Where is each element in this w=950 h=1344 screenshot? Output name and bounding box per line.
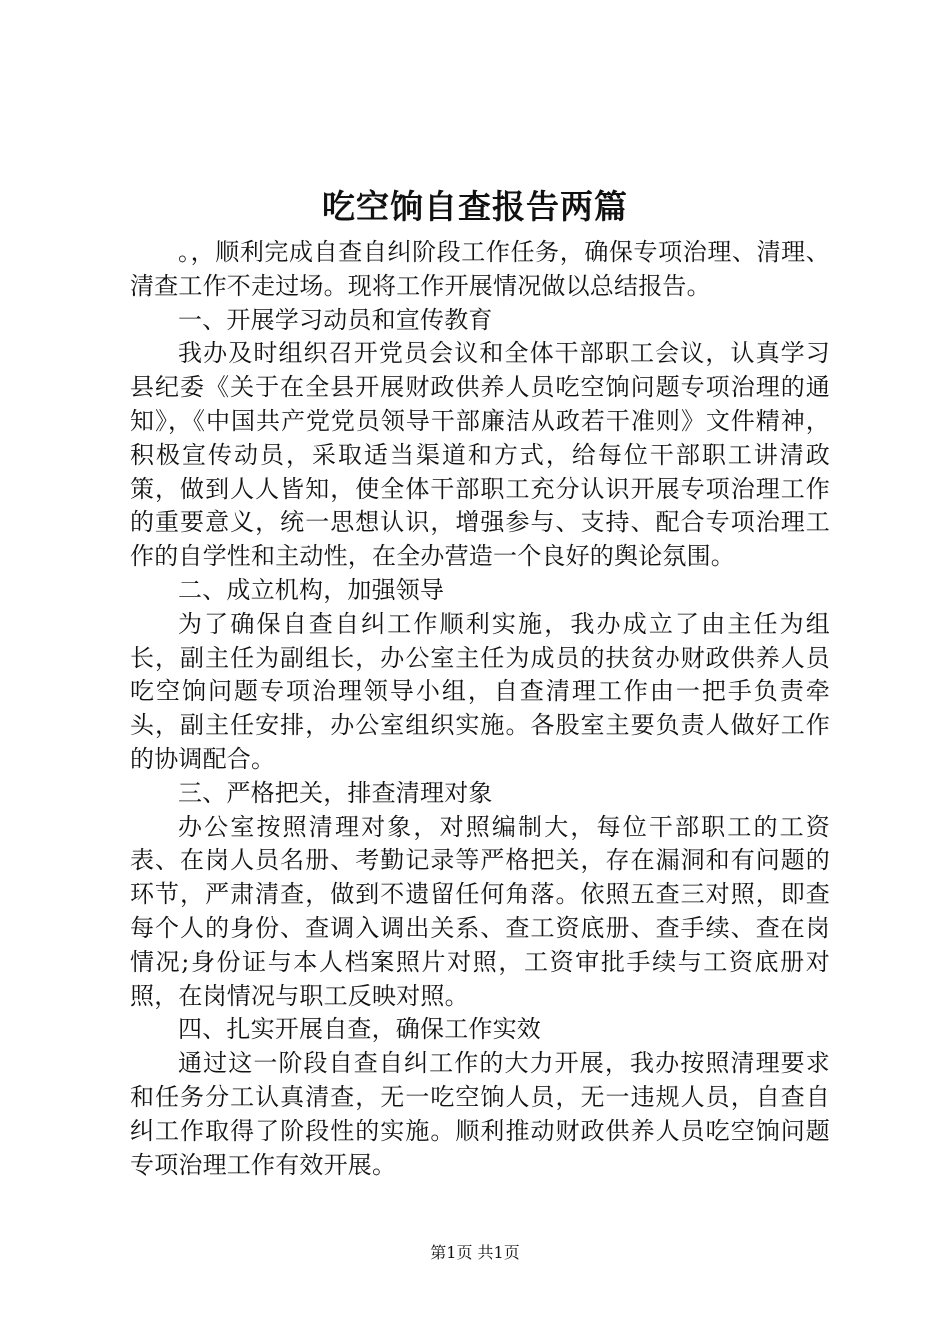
- section-heading-4: 四、扎实开展自查，确保工作实效: [178, 1015, 541, 1044]
- section-paragraph-1: 我办及时组织召开党员会议和全体干部职工会议，认真学习县纪委《关于在全县开展财政供养人员吃空饷问题专项治理的通知》，《中国共产党党员领导干部廉洁从政若干准则》文件精神，积极宣传动员，采取适当渠道和方式，给每位干部职工讲清政策，做到人人皆知，使全体干部职工充分认识开展专项治理工作的重要意义，统一思想认识，增强参与、支持、配合专项治理工作的自学性和主动性，在全办营造一个良好的舆论氛围。: [130, 339, 830, 571]
- document-body: [130, 236, 830, 1182]
- section-heading-3: 三、严格把关，排查清理对象: [178, 778, 493, 807]
- section-heading-2: 二、成立机构，加强领导: [178, 575, 445, 604]
- section-paragraph-4: 通过这一阶段自查自纠工作的大力开展，我办按照清理要求和任务分工认真清查，无一吃空饷人员，无一违规人员，自查自纠工作取得了阶段性的实施。顺利推动财政供养人员吃空饷问题专项治理工作有效开展。: [130, 1049, 830, 1179]
- section-paragraph-2: 为了确保自查自纠工作顺利实施，我办成立了由主任为组长，副主任为副组长，办公室主任为成员的扶贫办财政供养人员吃空饷问题专项治理领导小组，自查清理工作由一把手负责牵头，副主任安排，办公室组织实施。各股室主要负责人做好工作的协调配合。: [130, 609, 830, 773]
- document-title: 吃空饷自查报告两篇: [322, 187, 628, 226]
- section-paragraph-3: 办公室按照清理对象，对照编制大，每位干部职工的工资表、在岗人员名册、考勤记录等严格把关，存在漏洞和有问题的环节，严肃清查，做到不遗留任何角落。依照五查三对照，即查每个人的身份、查调入调出关系、查工资底册、查手续、查在岗情况;身份证与本人档案照片对照，工资审批手续与工资底册对照，在岗情况与职工反映对照。: [130, 812, 830, 1010]
- section-heading-1: 一、开展学习动员和宣传教育: [178, 305, 493, 334]
- intro-paragraph: 。，顺利完成自查自纠阶段工作任务，确保专项治理、清理、清查工作不走过场。现将工作开展情况做以总结报告。: [130, 238, 830, 300]
- page-footer: 第1页 共1页: [430, 1243, 520, 1262]
